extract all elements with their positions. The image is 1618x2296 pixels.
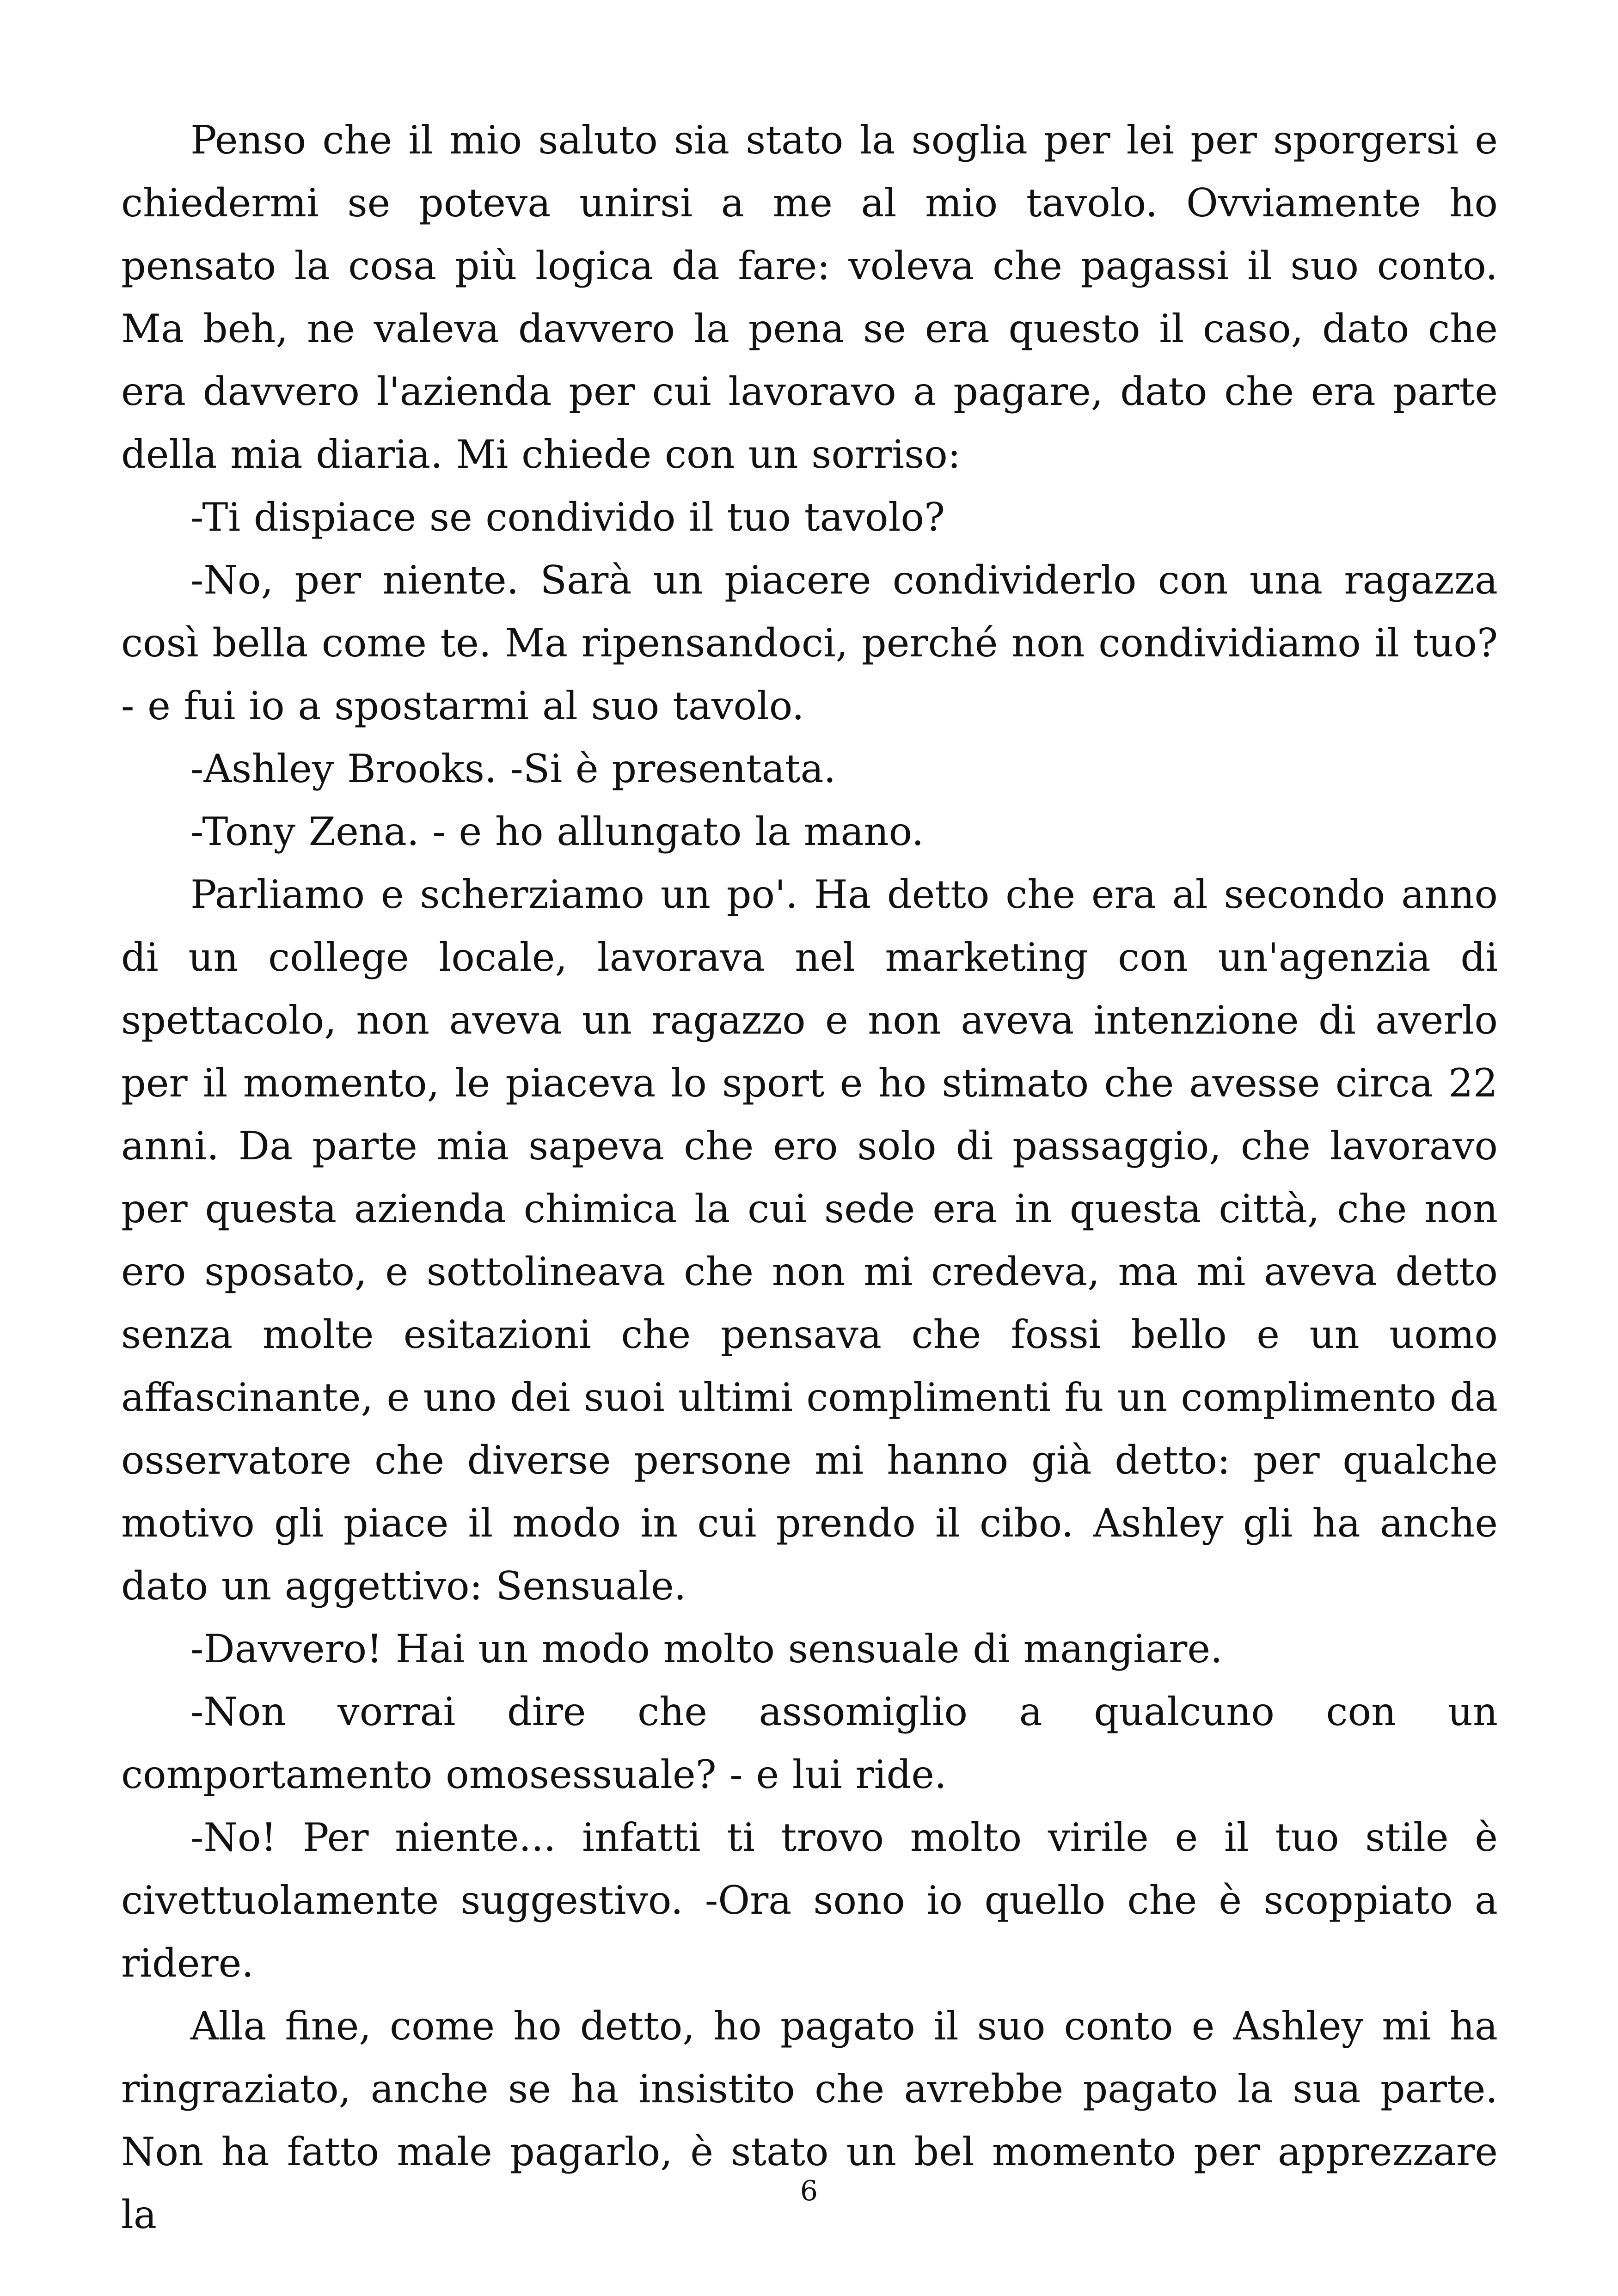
paragraph: Parliamo e scherziamo un po'. Ha detto che era al secondo anno di un college locale, lavorava nel marketing con un'agenzia di spettacolo, non aveva un ragazzo e non aveva intenzione di averlo per il momento, le piaceva lo sport e ho stimato che avesse circa 22 anni. Da parte mia sapeva che ero solo di passaggio, che lavoravo per questa azienda chimica la cui sede era in questa città, che non ero sposato, e sottolineava che non mi credeva, ma mi aveva detto senza molte esitazioni che pensava che fossi bello e un uomo affascinante, e uno dei suoi ultimi complimenti fu un complimento da osservatore che diverse persone mi hanno già detto: per qualche motivo gli piace il modo in cui prendo il cibo. Ashley gli ha anche dato un aggettivo: Sensuale. (121, 872, 1498, 1609)
paragraph: -Non vorrai dire che assomiglio a qualcuno con un comportamento omosessuale? - e lui ride. (121, 1689, 1498, 1797)
paragraph: Penso che il mio saluto sia stato la soglia per lei per sporgersi e chiedermi se poteva unirsi a me al mio tavolo. Ovviamente ho pensato la cosa più logica da fare: voleva che pagassi il suo conto. Ma beh, ne valeva davvero la pena se era questo il caso, dato che era davvero l'azienda per cui lavoravo a pagare, dato che era parte della mia diaria. Mi chiede con un sorriso: (121, 117, 1498, 477)
paragraph: -Tony Zena. - e ho allungato la mano. (190, 809, 924, 854)
paragraph: -No, per niente. Sarà un piacere condividerlo con una ragazza così bella come te. Ma ripensandoci, perché non condividiamo il tuo? - e fui io a spostarmi al suo tavolo. (121, 557, 1498, 729)
paragraph: -No! Per niente... infatti ti trovo molto virile e il tuo stile è civettuolamente suggestivo. -Ora sono io quello che è scoppiato a ridere. (121, 1815, 1498, 1986)
paragraph: Alla fine, come ho detto, ho pagato il suo conto e Ashley mi ha ringraziato, anche se ha insistito che avrebbe pagato la sua parte. Non ha fatto male pagarlo, è stato un bel momento per apprezzare la (121, 2003, 1498, 2237)
paragraph: -Davvero! Hai un modo molto sensuale di mangiare. (190, 1626, 1223, 1671)
paragraph: -Ashley Brooks. -Si è presentata. (190, 746, 836, 791)
paragraph: -Ti dispiace se condivido il tuo tavolo? (190, 495, 945, 540)
body-text (121, 109, 1498, 2246)
page-number: 6 (800, 2175, 818, 2207)
